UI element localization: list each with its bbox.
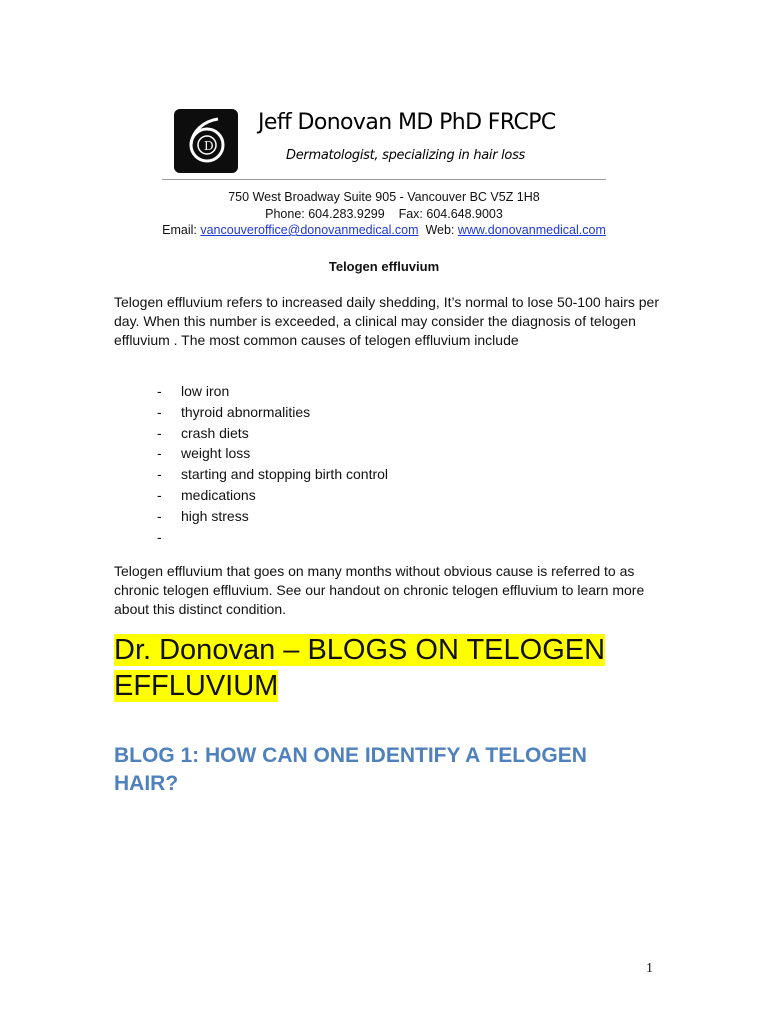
list-bullet: - xyxy=(157,486,162,503)
cause-list-item xyxy=(157,381,388,402)
cause-text: low iron xyxy=(181,383,230,399)
chronic-paragraph: Telogen effluvium that goes on many months without obvious cause is referred to as chronic telogen effluvium. See our handout on chronic telogen effluvium to learn more about this distinct condition. xyxy=(114,563,645,617)
cause-list-item xyxy=(157,423,388,444)
letterhead-divider xyxy=(162,179,606,180)
list-bullet: - xyxy=(157,445,162,462)
cause-list-item xyxy=(157,402,388,423)
email-label: Email: xyxy=(162,223,197,237)
blogs-heading xyxy=(114,632,634,704)
blog-1-heading: BLOG 1: HOW CAN ONE IDENTIFY A TELOGEN HAIR? xyxy=(114,744,587,795)
website-link[interactable]: www.donovanmedical.com xyxy=(457,223,606,237)
cause-list-item xyxy=(157,443,388,464)
clinic-email-web xyxy=(0,223,768,237)
list-bullet: - xyxy=(157,403,162,420)
web-label: Web: xyxy=(425,223,455,237)
causes-list xyxy=(157,381,388,547)
page-number: 1 xyxy=(646,961,653,976)
document-title: Telogen effluvium xyxy=(328,259,440,274)
logo-mark-icon xyxy=(174,109,238,173)
letterhead xyxy=(160,96,608,182)
blogs-heading-line-1: Dr. Donovan – BLOGS ON TELOGEN xyxy=(114,634,606,666)
cause-list-item xyxy=(157,506,388,527)
cause-text: weight loss xyxy=(181,445,251,462)
cause-text: high stress xyxy=(181,507,249,524)
list-bullet: - xyxy=(157,507,162,524)
intro-paragraph: Telogen effluvium refers to increased daily shedding, It’s normal to lose 50-100 hairs per day. When this number is exceeded, a clinical may consider the diagnosis of telogen effluvium . The most common causes of telogen effluvium include xyxy=(114,294,660,348)
svg-text:D: D xyxy=(204,139,214,153)
email-link[interactable]: vancouveroffice@donovanmedical.com xyxy=(200,223,419,237)
list-bullet: - xyxy=(157,466,162,483)
cause-text: starting and stopping birth control xyxy=(181,466,389,483)
cause-list-item xyxy=(157,485,388,506)
clinic-phone-fax: Phone: 604.283.9299 Fax: 604.648.9003 xyxy=(265,207,503,221)
clinic-tagline: Dermatologist, specializing in hair loss xyxy=(286,148,526,163)
cause-text: thyroid abnormalities xyxy=(181,403,311,420)
list-bullet: - xyxy=(157,528,162,545)
clinic-address: 750 West Broadway Suite 905 - Vancouver BC V5Z 1H8 xyxy=(228,190,540,204)
cause-text: medications xyxy=(181,486,256,503)
cause-text: crash diets xyxy=(181,424,249,441)
donovan-medical-logo-icon xyxy=(174,109,238,173)
list-bullet: - xyxy=(157,424,162,441)
blogs-heading-line-2: EFFLUVIUM xyxy=(114,670,279,702)
cause-list-item xyxy=(157,527,388,548)
clinic-name: Jeff Donovan MD PhD FRCPC xyxy=(258,110,556,135)
cause-list-item xyxy=(157,464,388,485)
list-bullet: - xyxy=(157,383,162,399)
